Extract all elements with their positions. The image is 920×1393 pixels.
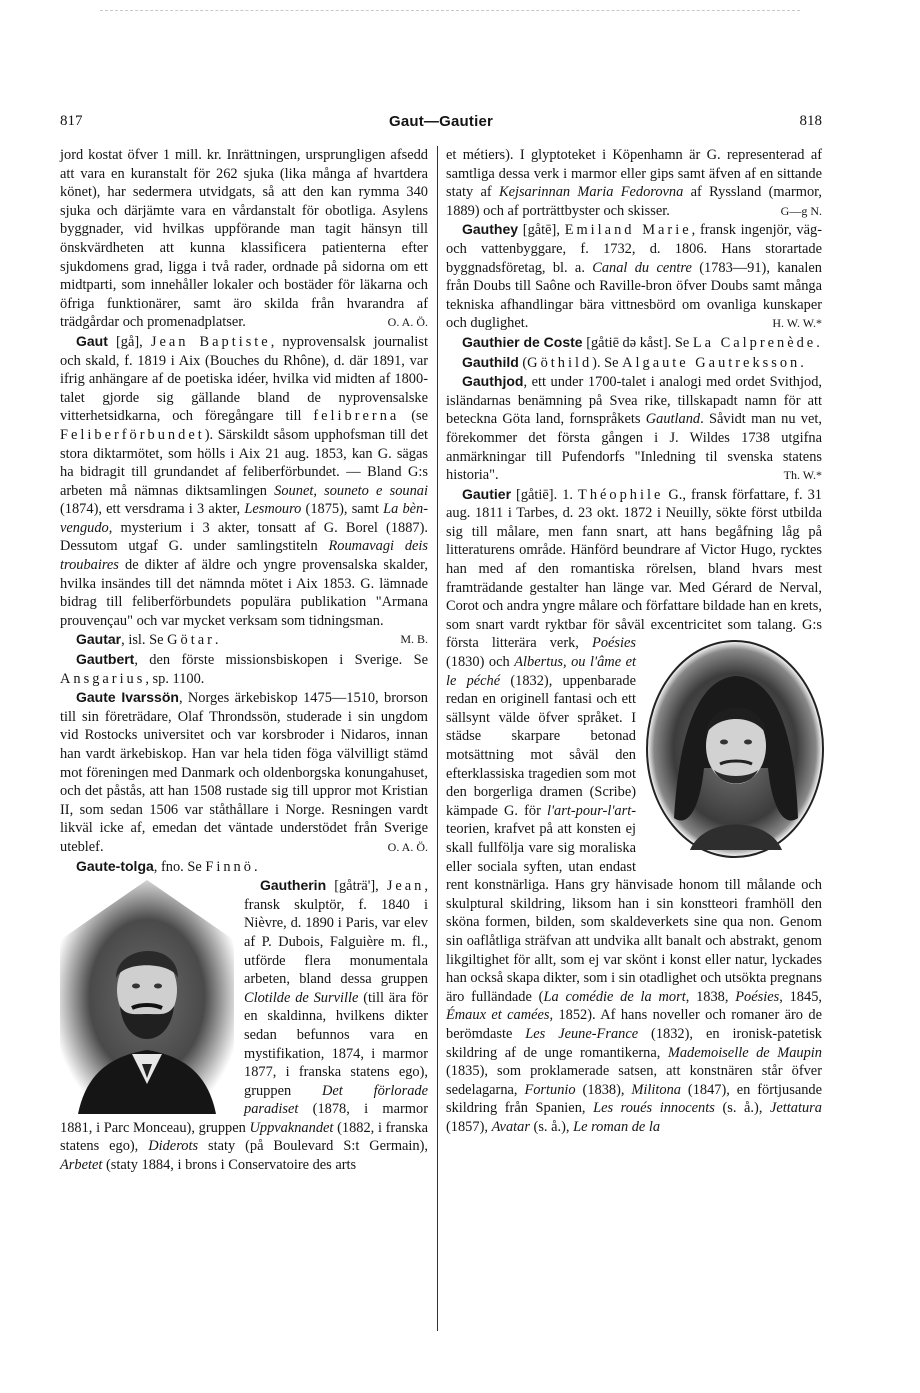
headword: Gautherin xyxy=(260,877,327,894)
spaced-name: Jean Baptiste xyxy=(150,333,271,350)
headword: Gaute-tolga xyxy=(76,857,154,874)
entry-gautier: Gautier [gåtiē]. 1. Théophile G., fransk författare, f. 31 aug. 1811 i Tarbes, d. 23 okt. 1872 i Neuilly, sökte först utbilda sig till målare, men fann snart, att hans begåfning låg på litteraturens område. Hänförd beundrare af Victor Hugo, rycktes han med af den romantiska rörelsen, bland hvars mest framträdande gestalter han länge var. Med Gérard de Nerval, Corot och andra yngre målare och författare bildade han en krets, som snart vardt ryktbar för såväl excentricitet som talang. G:s första litterära verk, Poésies (1830) och Albertus, ou l'âme et le péché (1832), uppenbarade redan en originell fantasi och ett sällsynt välde öfver språket. I städse skarpare betonad motsättning mot såväl den efterklassiska tragedien som mot den borgerliga dramen (Scribe) kämpade G. för l'art-pour-l'art-teorien, krafvet på att konsten ej skall fullfölja vare sig moraliska eller sociala syften, utan endast rent konstnärliga. Hans gry hänvisade honom till målande och skulptural skildring, liksom han i sin konstteori framhöll den sköna formen, bilden, som skaldeverkets sine qua non. Genom sin oaflåtliga sträfvan att undvika allt banalt och abstrakt, genom likgiltighet för allt, som ej var skönt i konst eller natur, lyckades han också skapa dikter, som i sin otadlighet och utsökta pregnans äro fulländade (La comédie de la mort, 1838, Poésies, 1845, Émaux et camées, 1852). Af hans noveller och romaner äro de berömdaste Les Jeune-France (1832), en ironisk-patetisk skildring af de unge romantikerna, Mademoiselle de Maupin (1835), som proklamerade satsen, att konstnären står öfver sedelagarna, Fortunio (1838), Militona (1847), en förtjusande skildring från Spanien, Les roués innocents (s. å.), Jettatura (1857), Avatar (s. å.), Le roman de la xyxy=(446,485,822,1137)
entry-gaut: Gaut [gå], Jean Baptiste, nyprovensalsk journalist och skald, f. 1819 i Aix (Bouches du Rhône), d. där 1891, var ifrig anhängare af de poetiska idéer, hvilka vid midten af 1800-talet gjorde sig gällande bland de nyprovensalske vitterhetsidkarna, och föregångare till felibrerna (se Feliberförbundet). Särskildt såsom upphofsman till det stora diktarmötet, som hölls i Aix 21 aug. 1853, kan G. sägas ha bidragit till grundandet af feliberförbundet. — Bland G:s arbeten må nämnas diktsamlingen Sounet, souneto e sounai (1874), ett versdrama i 3 akter, Lesmouro (1875), samt La bèn-vengudo, mysterium i 3 akter, tonsatt af G. Borel (1887). Dessutom utgaf G. under samlingstiteln Roumavagi deis troubaires de dikter af äldre och yngre provensalska skalder, hvilka insändes till det nämnda mötet i Aix 1853. G. lämnade bidrag till feliberförbundets populära publikation "Armana prouvençau" och var mycket verksam som tidningsman. M. B. xyxy=(60,332,428,631)
entry-gautherin: Gautherin [gåträ'], Jean , fransk skulptör, f. 1840 i Nièvre, d. 1890 i Paris, var elev af P. Dubois, Falguière m. fl., utförde flera monumentala arbeten, bland dessa gruppen Clotilde de Surville (till ära för en skaldinna, hvilkens dikter sedan befunnos vara en mystifikation, 1874, i marmor 1877, i franska statens ego), gruppen Det förlorade paradiset (1878, i marmor 1881, i Parc Monceau), gruppen Uppvaknandet (1882, i franska statens ego), Diderots staty (på Boulevard S:t Germain), Arbetet (staty 1884, i brons i Conservatoire des arts xyxy=(60,877,428,1174)
headword: Gauthjod xyxy=(462,373,524,390)
headword: Gaute Ivarssön xyxy=(76,689,179,706)
work-title: Avatar xyxy=(491,1118,530,1135)
work-title: Poésies xyxy=(592,635,636,652)
cross-ref: La Calprenède xyxy=(692,334,817,351)
work-title: Les roués innocents xyxy=(593,1100,715,1117)
work-title: Gautland xyxy=(645,411,701,428)
cross-ref: Götar xyxy=(167,632,215,649)
spaced-name: Emiland Marie xyxy=(564,222,692,239)
work-title: Poésies xyxy=(735,988,780,1005)
signature: G—g N. xyxy=(780,203,822,218)
work-title: Det förlorade paradiset xyxy=(244,1082,428,1118)
headword: Gauthey xyxy=(462,221,519,238)
entry-gautbert: Gautbert, den förste missionsbiskopen i Sverige. Se Ansgarius, sp. 1100. xyxy=(60,651,428,687)
work-title: Kejsarinnan Maria Fedorovna xyxy=(498,184,684,201)
spaced-name: Göthild xyxy=(527,354,593,371)
portrait-gautier-image xyxy=(644,638,826,860)
work-title: La bèn-vengudo xyxy=(60,501,429,536)
signature: H. W. W.* xyxy=(772,316,822,331)
portrait-gautier-icon xyxy=(644,638,826,860)
entry-gauthild: Gauthild (Göthild). Se Algaute Gautreksson. xyxy=(462,353,804,371)
work-title: Sounet, souneto e sounai xyxy=(274,482,429,499)
work-title: l'art-pour-l'art xyxy=(546,802,632,819)
work-title: Clotilde de Surville xyxy=(244,989,359,1006)
entry-gautar: Gautar, isl. Se Götar. xyxy=(76,631,219,649)
work-title: Le roman de la xyxy=(573,1118,661,1135)
headword: Gauthier de Coste xyxy=(462,333,583,350)
page-number-right: 818 xyxy=(799,113,822,129)
entry-gauthey: Gauthey [gåtē], Emiland Marie, fransk ingenjör, väg- och vattenbyggare, f. 1732, d. 1806. Hans storartade byggnadsföretag, bl. a. Canal du centre (1783—91), kanalen från Doubs till Saône och Raville-bron öfver Doubs samt många tekniska afhandlingar bära vittnesbörd om ovanliga kunskaper och duglighet. H. W. W.* xyxy=(446,221,822,332)
portrait-gautherin-image xyxy=(58,878,236,1116)
work-title: Albertus, ou l'âme et le péché xyxy=(446,654,637,689)
headword: Gautier xyxy=(462,485,512,502)
paragraph-jord: jord kostat öfver 1 mill. kr. Inrättningen, ursprungligen afsedd att vara en kuranstalt för 262 sjuka (lika många af hvartdera könet), har sedermera utvidgats, så att den kan rymma 340 sjuka och därjämte vara en vårdanstalt för obotliga. Asylens byggnader, vid hvilkas uppförande man tagit hänsyn till önskvärdheten att kunna klassificera patienterna efter sjukdomens grad, ligga i två rader, ordnade på sidorna om ett midtparti, som innehåller lokaler och bostäder för läkarna och öfriga funktionärer, samt äro skilda från hvarandra af trädgårdar och promenadplatser. O. A. Ö. xyxy=(60,147,428,331)
page-number-left: 817 xyxy=(60,113,83,129)
page-title: Gaut—Gautier xyxy=(388,113,494,130)
headword: Gautar xyxy=(76,631,122,648)
work-title: Uppvaknandet xyxy=(249,1119,334,1136)
page-header xyxy=(60,113,822,133)
work-title: Militona xyxy=(631,1081,681,1098)
spaced-name: Théophile xyxy=(578,486,664,503)
spaced-name: Jean xyxy=(386,878,425,895)
portrait-gautherin-icon xyxy=(58,878,236,1116)
cross-ref: Ansgarius xyxy=(60,670,146,687)
cross-ref: Finnö xyxy=(205,858,254,875)
work-title: Émaux et camées xyxy=(446,1007,550,1024)
headword: Gaut xyxy=(76,332,108,349)
work-title: Canal du centre xyxy=(592,259,692,276)
entry-gaute-tolga: Gaute-tolga, fno. Se Finnö. xyxy=(76,857,258,875)
work-title: Fortunio xyxy=(524,1081,576,1098)
entry-gauthier-de-coste: Gauthier de Coste [gåtiē də kåst]. Se La Calprenède. xyxy=(462,333,820,351)
entry-gauthjod: Gauthjod, ett under 1700-talet i analogi med ordet Svithjod, isländarnas benämning på Svea rike, tillskapadt namn för att beteckna Göta land, fornspråkets Gautland. Såvidt man nu vet, förekommer det första gången i J. Wildes 1738 utgifna anmärkningar till Pufendorfs "Inledning til svenska statens historia". Th. W.* xyxy=(446,373,822,484)
cross-ref: Feliberförbundet xyxy=(60,426,205,443)
entry-gaute-ivarsson: Gaute Ivarssön, Norges ärkebiskop 1475—1510, brorson till sin företrädare, Olaf Throndssön, studerade i sin ungdom vid Rostocks universitet och var korsbroder i Nidaros, innan han vardt ärkebiskop. Han var hela tiden föga välvilligt stämd mot föreningen med Danmark och oldenborgska konungahuset, och det påstås, att han 1508 rustade sig till uppror mot Kristian II, som sedan 1506 var ståthållare i Norge. Resningen vardt likväl icke af, emedan det väntade understödet från Sverige uteblef. O. A. Ö. xyxy=(60,689,428,855)
work-title: Arbetet xyxy=(60,1157,103,1174)
work-title: La comédie de la mort xyxy=(543,988,686,1005)
headword: Gautbert xyxy=(76,651,135,668)
work-title: Roumavagi deis troubaires xyxy=(60,538,428,574)
right-column xyxy=(446,146,822,1136)
work-title: Diderots xyxy=(148,1138,199,1155)
signature: O. A. Ö. xyxy=(387,839,428,854)
cross-ref: felibrerna xyxy=(313,408,400,425)
headword: Gauthild xyxy=(462,353,519,370)
work-title: Les Jeune-France xyxy=(525,1025,639,1042)
signature: O. A. Ö. xyxy=(387,315,428,330)
signature: Th. W.* xyxy=(783,468,822,483)
scan-edge-line xyxy=(100,10,800,11)
cross-ref: Algaute Gautreksson xyxy=(622,354,801,371)
signature: M. B. xyxy=(400,632,428,647)
paragraph-metiers: et métiers). I glyptoteket i Köpenhamn är G. representerad af samtliga dessa verk i marmor eller gips samt äfven af en sittande staty af Kejsarinnan Maria Fedorovna af Ryssland (marmor, 1889) och af porträttbyster och skisser. G—g N. xyxy=(446,147,822,219)
column-divider xyxy=(437,146,438,1331)
work-title: Jettatura xyxy=(770,1100,822,1117)
work-title: Lesmouro xyxy=(244,501,302,518)
left-column xyxy=(60,146,428,1175)
work-title: Mademoiselle de Maupin xyxy=(667,1044,822,1061)
